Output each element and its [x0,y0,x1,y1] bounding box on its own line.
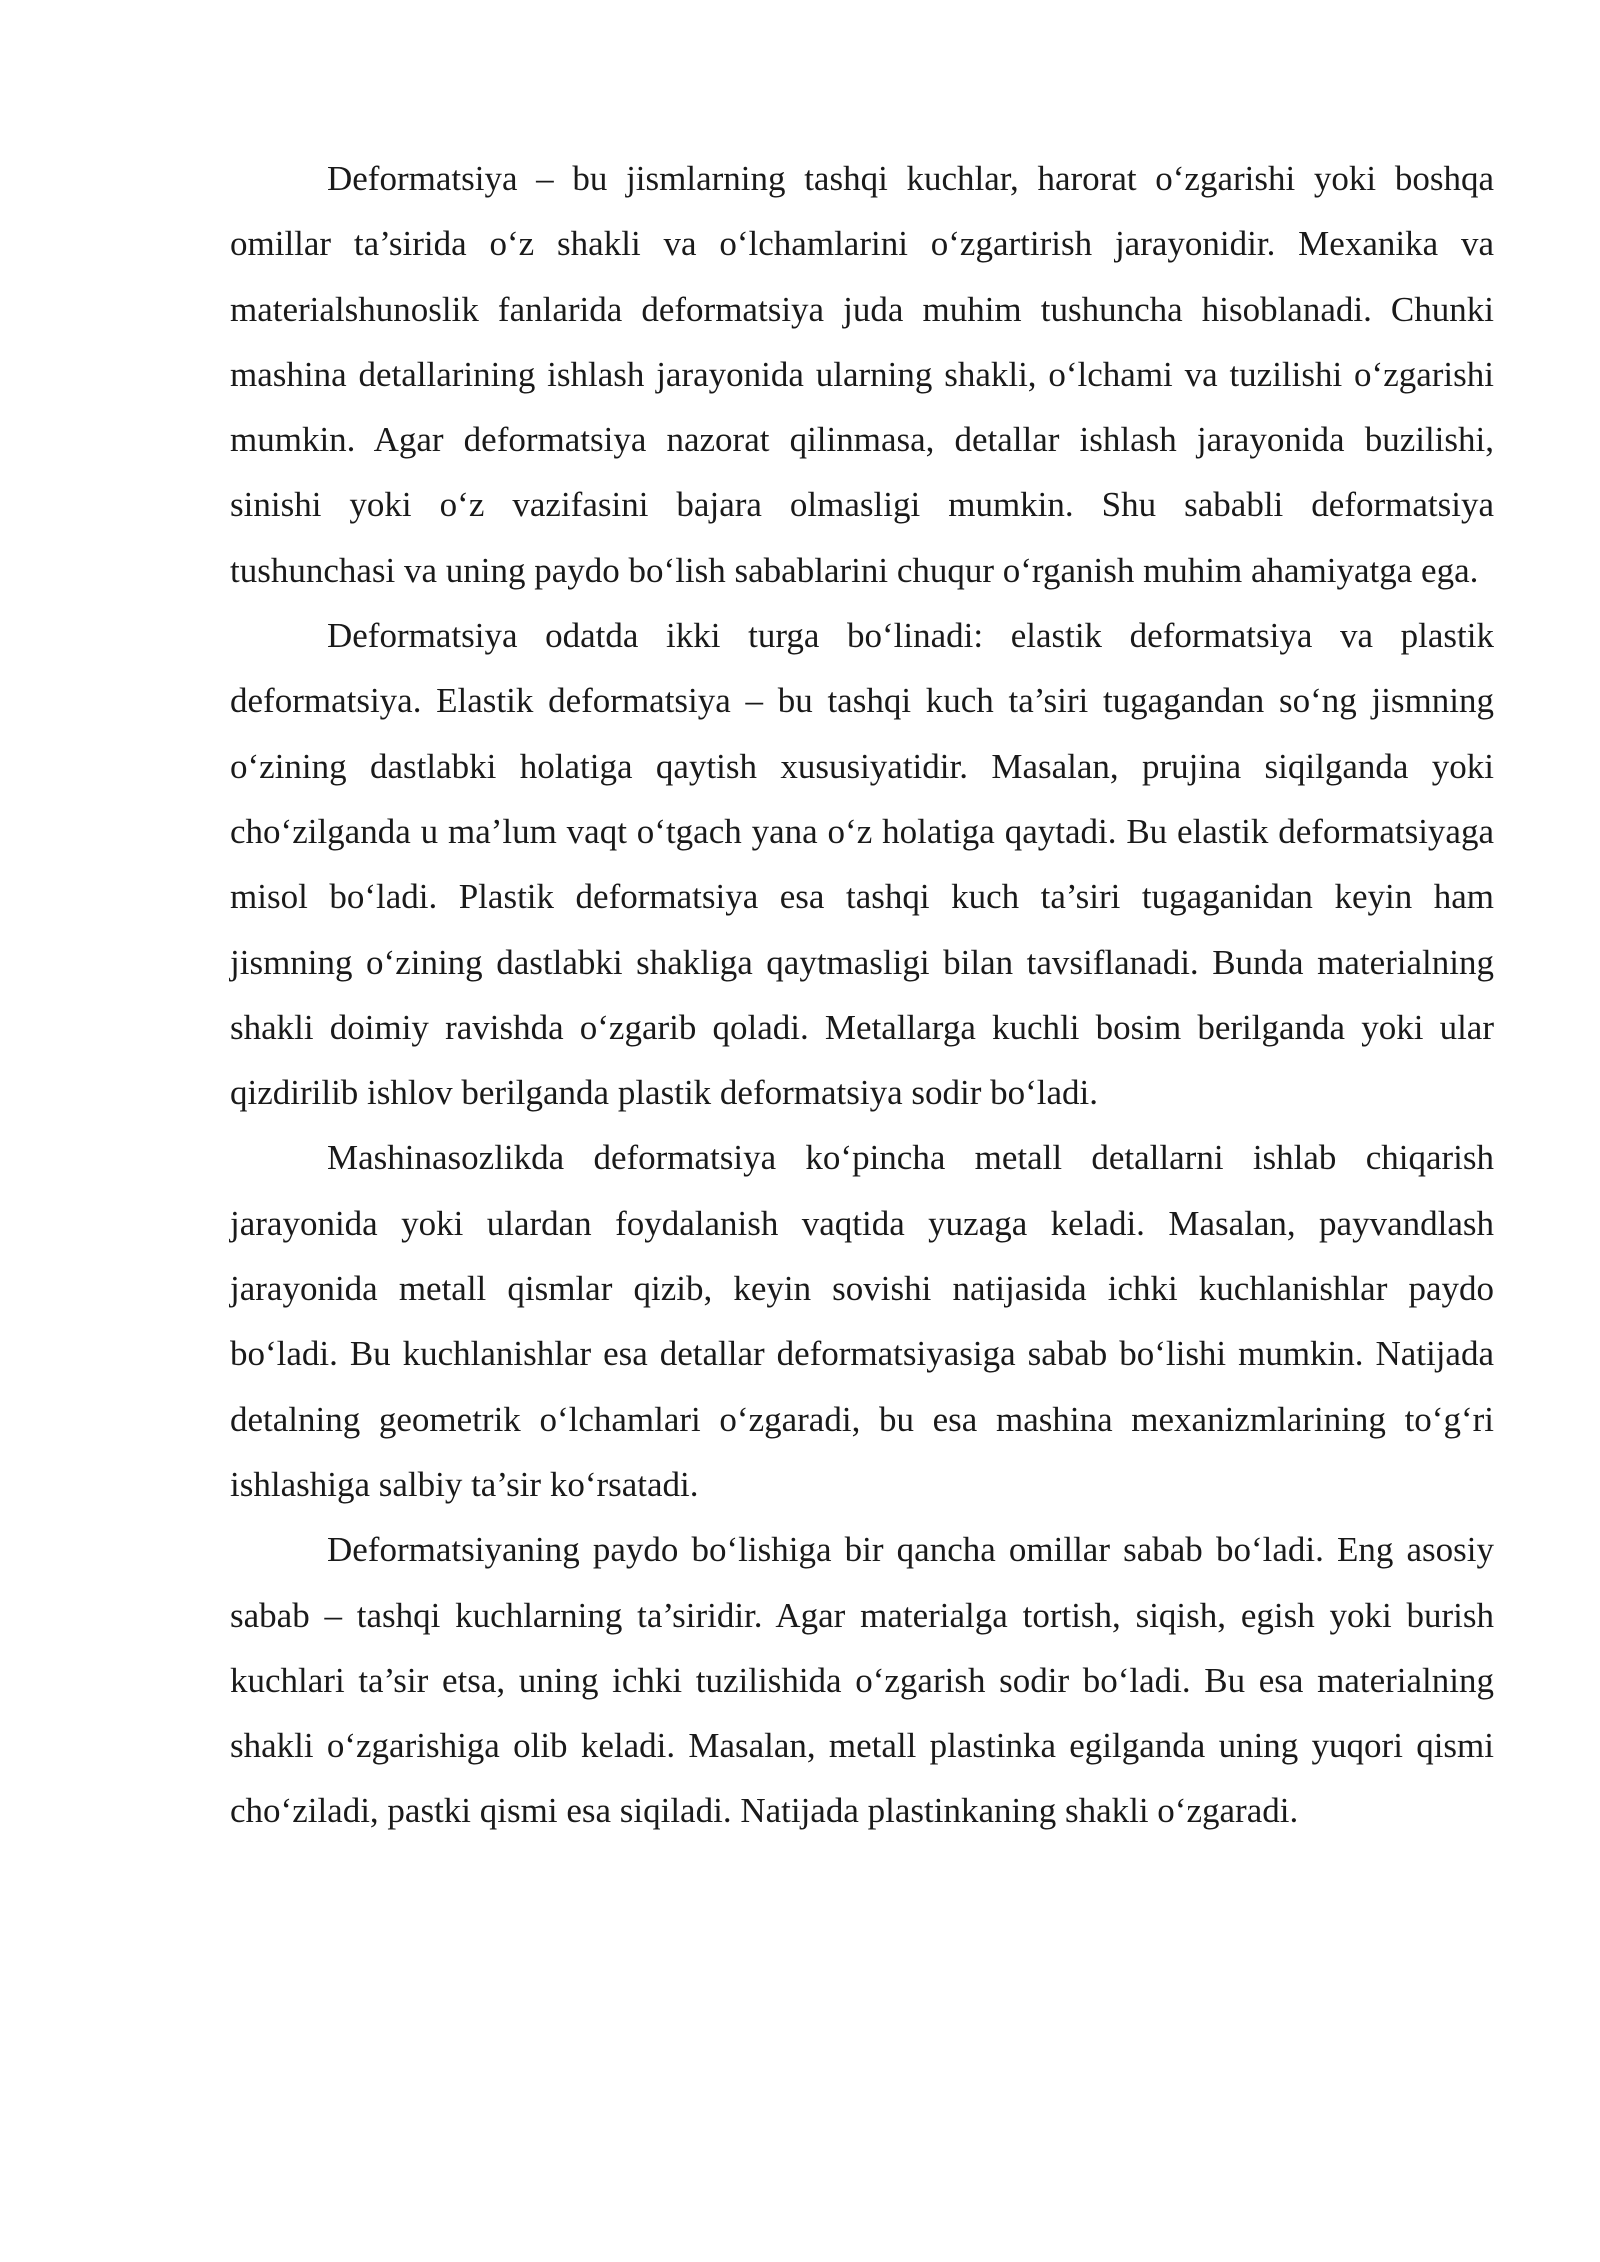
document-body [230,146,1494,1844]
paragraph-4: Deformatsiyaning paydo bo‘lishiga bir qancha omillar sabab bo‘ladi. Eng asosiy sabab – tashqi kuchlarning ta’siridir. Agar materialga tortish, siqish, egish yoki burish kuchlari ta’sir etsa, uning ichki tuzilishida o‘zgarish sodir bo‘ladi. Bu esa materialning shakli o‘zgarishiga olib keladi. Masalan, metall plastinka egilganda uning yuqori qismi cho‘ziladi, pastki qismi esa siqiladi. Natijada plastinkaning shakli o‘zgaradi. [230,1530,1494,1831]
paragraph-1: Deformatsiya – bu jismlarning tashqi kuchlar, harorat o‘zgarishi yoki boshqa omillar ta’sirida o‘z shakli va o‘lchamlarini o‘zgartirish jarayonidir. Mexanika va materialshunoslik fanlarida deformatsiya juda muhim tushuncha hisoblanadi. Chunki mashina detallarining ishlash jarayonida ularning shakli, o‘lchami va tuzilishi o‘zgarishi mumkin. Agar deformatsiya nazorat qilinmasa, detallar ishlash jarayonida buzilishi, sinishi yoki o‘z vazifasini bajara olmasligi mumkin. Shu sababli deformatsiya tushunchasi va uning paydo bo‘lish sabablarini chuqur o‘rganish muhim ahamiyatga ega. [230,159,1494,590]
paragraph-2: Deformatsiya odatda ikki turga bo‘linadi: elastik deformatsiya va plastik deformatsiya. Elastik deformatsiya – bu tashqi kuch ta’siri tugagandan so‘ng jismning o‘zining dastlabki holatiga qaytish xususiyatidir. Masalan, prujina siqilganda yoki cho‘zilganda u ma’lum vaqt o‘tgach yana o‘z holatiga qaytadi. Bu elastik deformatsiyaga misol bo‘ladi. Plastik deformatsiya esa tashqi kuch ta’siri tugaganidan keyin ham jismning o‘zining dastlabki shakliga qaytmasligi bilan tavsiflanadi. Bunda materialning shakli doimiy ravishda o‘zgarib qoladi. Metallarga kuchli bosim berilganda yoki ular qizdirilib ishlov berilganda plastik deformatsiya sodir bo‘ladi. [230,616,1494,1113]
paragraph-3: Mashinasozlikda deformatsiya ko‘pincha metall detallarni ishlab chiqarish jarayonida yoki ulardan foydalanish vaqtida yuzaga keladi. Masalan, payvandlash jarayonida metall qismlar qizib, keyin sovishi natijasida ichki kuchlanishlar paydo bo‘ladi. Bu kuchlanishlar esa detallar deformatsiyasiga sabab bo‘lishi mumkin. Natijada detalning geometrik o‘lchamlari o‘zgaradi, bu esa mashina mexanizmlarining to‘g‘ri ishlashiga salbiy ta’sir ko‘rsatadi. [230,1138,1494,1504]
